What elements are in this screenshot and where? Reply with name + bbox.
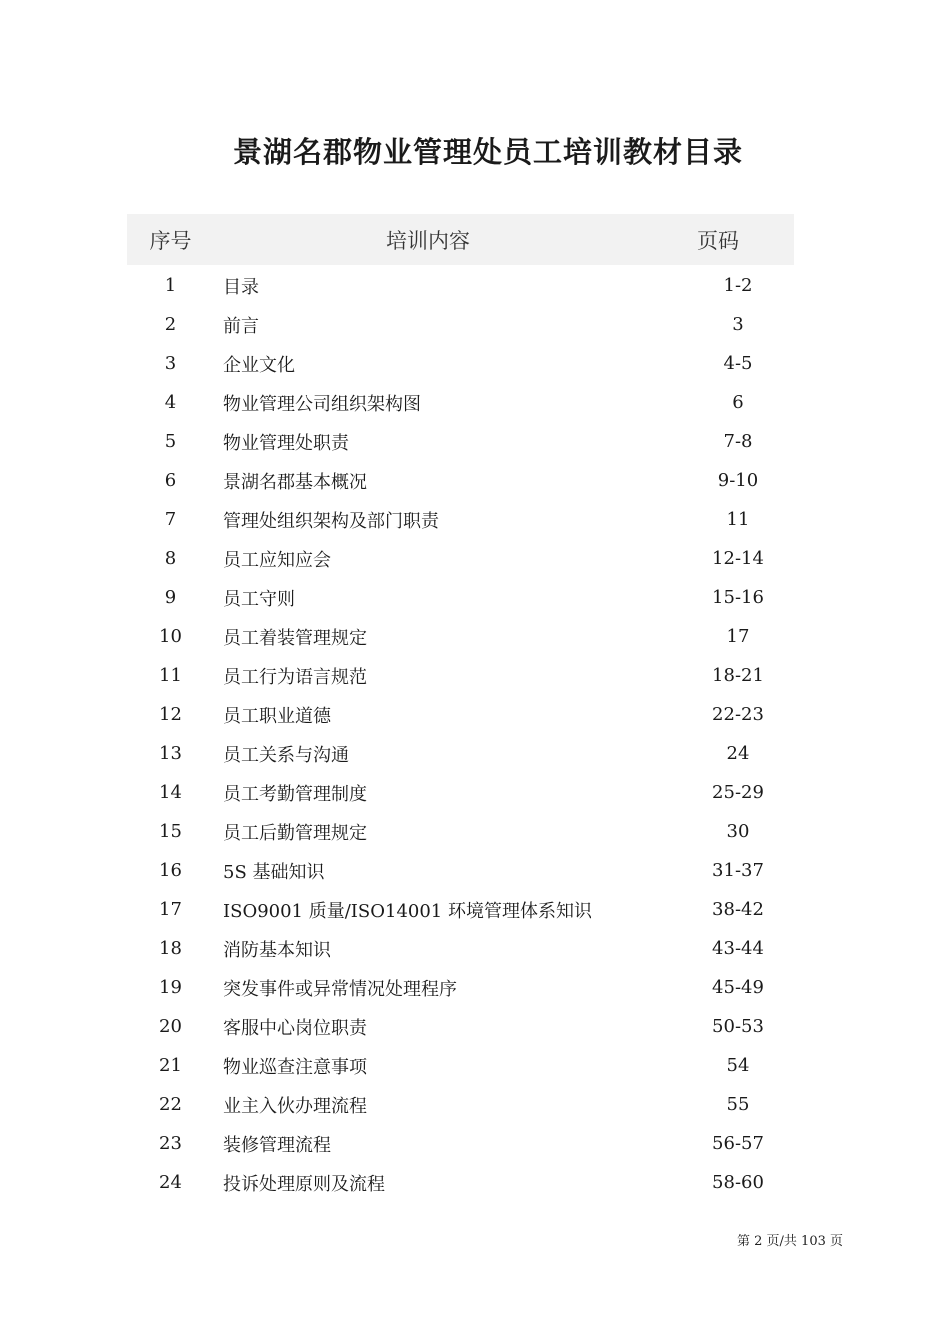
- row-content: 员工职业道德: [223, 705, 331, 727]
- row-page: 45-49: [712, 977, 764, 998]
- table-row: [127, 773, 794, 812]
- row-number: 15: [159, 821, 182, 842]
- row-content: 物业巡查注意事项: [223, 1056, 367, 1078]
- row-number: 8: [164, 548, 177, 569]
- table-row: [127, 1124, 794, 1163]
- table-row: [127, 1085, 794, 1124]
- table-row: [127, 695, 794, 734]
- row-content: 管理处组织架构及部门职责: [223, 510, 439, 532]
- row-page: 58-60: [712, 1172, 764, 1193]
- row-number: 20: [159, 1016, 182, 1037]
- row-number: 17: [159, 899, 182, 920]
- header-number: 序号: [149, 228, 192, 253]
- table-row: [127, 305, 794, 344]
- row-number: 22: [159, 1094, 182, 1115]
- row-content: 员工关系与沟通: [223, 744, 349, 766]
- table-row: [127, 851, 794, 890]
- row-number: 19: [159, 977, 182, 998]
- row-content: 目录: [223, 276, 259, 298]
- row-page: 6: [732, 392, 744, 413]
- row-content: 员工守则: [223, 588, 295, 610]
- row-page: 12-14: [712, 548, 764, 569]
- table-row: [127, 812, 794, 851]
- row-content: 5S 基础知识: [223, 861, 325, 883]
- table-header-row: [127, 214, 794, 265]
- row-number: 21: [159, 1055, 182, 1076]
- row-content: 投诉处理原则及流程: [223, 1173, 385, 1195]
- row-content: 员工行为语言规范: [223, 666, 367, 688]
- row-content: 装修管理流程: [223, 1134, 331, 1156]
- table-row: [127, 422, 794, 461]
- row-page: 30: [726, 821, 750, 842]
- row-content: 业主入伙办理流程: [223, 1095, 367, 1117]
- row-content: 员工着装管理规定: [223, 627, 367, 649]
- table-row: [127, 500, 794, 539]
- row-content: 企业文化: [223, 354, 295, 376]
- row-number: 2: [164, 314, 177, 335]
- header-page: 页码: [697, 228, 739, 253]
- table-row: [127, 929, 794, 968]
- row-content: 前言: [223, 315, 259, 337]
- row-content: 物业管理公司组织架构图: [223, 393, 421, 415]
- row-page: 50-53: [712, 1016, 764, 1037]
- page-title: 景湖名郡物业管理处员工培训教材目录: [232, 135, 743, 169]
- row-number: 18: [159, 938, 182, 959]
- row-page: 9-10: [717, 470, 759, 491]
- row-number: 11: [159, 665, 182, 686]
- table-row: [127, 266, 794, 305]
- row-page: 15-16: [712, 587, 764, 608]
- row-page: 55: [726, 1094, 750, 1115]
- table-body: [127, 266, 794, 1202]
- table-row: [127, 734, 794, 773]
- row-page: 24: [726, 743, 750, 764]
- row-number: 13: [159, 743, 182, 764]
- row-number: 5: [164, 431, 177, 452]
- row-number: 14: [159, 782, 182, 803]
- row-content: ISO9001 质量/ISO14001 环境管理体系知识: [223, 900, 592, 922]
- header-content: 培训内容: [386, 228, 470, 253]
- row-number: 9: [164, 587, 177, 608]
- row-number: 24: [159, 1172, 182, 1193]
- toc-table: [127, 214, 794, 1202]
- page-footer: 第 2 页/共 103 页: [737, 1234, 843, 1249]
- row-number: 10: [159, 626, 182, 647]
- row-number: 6: [164, 470, 177, 491]
- table-row: [127, 578, 794, 617]
- row-content: 突发事件或异常情况处理程序: [223, 978, 457, 1000]
- row-page: 38-42: [712, 899, 764, 920]
- table-row: [127, 1007, 794, 1046]
- row-page: 4-5: [723, 353, 753, 374]
- row-number: 16: [159, 860, 182, 881]
- row-content: 员工应知应会: [223, 549, 331, 571]
- table-row: [127, 890, 794, 929]
- row-page: 18-21: [712, 665, 764, 686]
- row-number: 23: [159, 1133, 182, 1154]
- row-content: 消防基本知识: [223, 939, 331, 961]
- row-page: 22-23: [712, 704, 764, 725]
- row-page: 25-29: [712, 782, 764, 803]
- row-content: 景湖名郡基本概况: [223, 471, 367, 493]
- table-row: [127, 539, 794, 578]
- table-row: [127, 344, 794, 383]
- row-number: 7: [164, 509, 177, 530]
- row-page: 31-37: [712, 860, 764, 881]
- table-row: [127, 383, 794, 422]
- row-number: 1: [164, 275, 177, 296]
- row-page: 1-2: [723, 275, 753, 296]
- row-number: 12: [159, 704, 182, 725]
- row-page: 43-44: [712, 938, 764, 959]
- row-number: 3: [164, 353, 177, 374]
- table-row: [127, 1046, 794, 1085]
- row-page: 3: [732, 314, 744, 335]
- row-page: 17: [726, 626, 750, 647]
- table-row: [127, 968, 794, 1007]
- row-content: 员工考勤管理制度: [223, 783, 367, 805]
- row-content: 物业管理处职责: [223, 432, 349, 454]
- row-content: 员工后勤管理规定: [223, 822, 367, 844]
- table-row: [127, 461, 794, 500]
- row-page: 7-8: [723, 431, 753, 452]
- table-row: [127, 656, 794, 695]
- row-content: 客服中心岗位职责: [223, 1017, 367, 1039]
- table-row: [127, 617, 794, 656]
- row-page: 54: [726, 1055, 750, 1076]
- row-number: 4: [164, 392, 177, 413]
- table-row: [127, 1163, 794, 1202]
- row-page: 11: [726, 509, 750, 530]
- row-page: 56-57: [712, 1133, 764, 1154]
